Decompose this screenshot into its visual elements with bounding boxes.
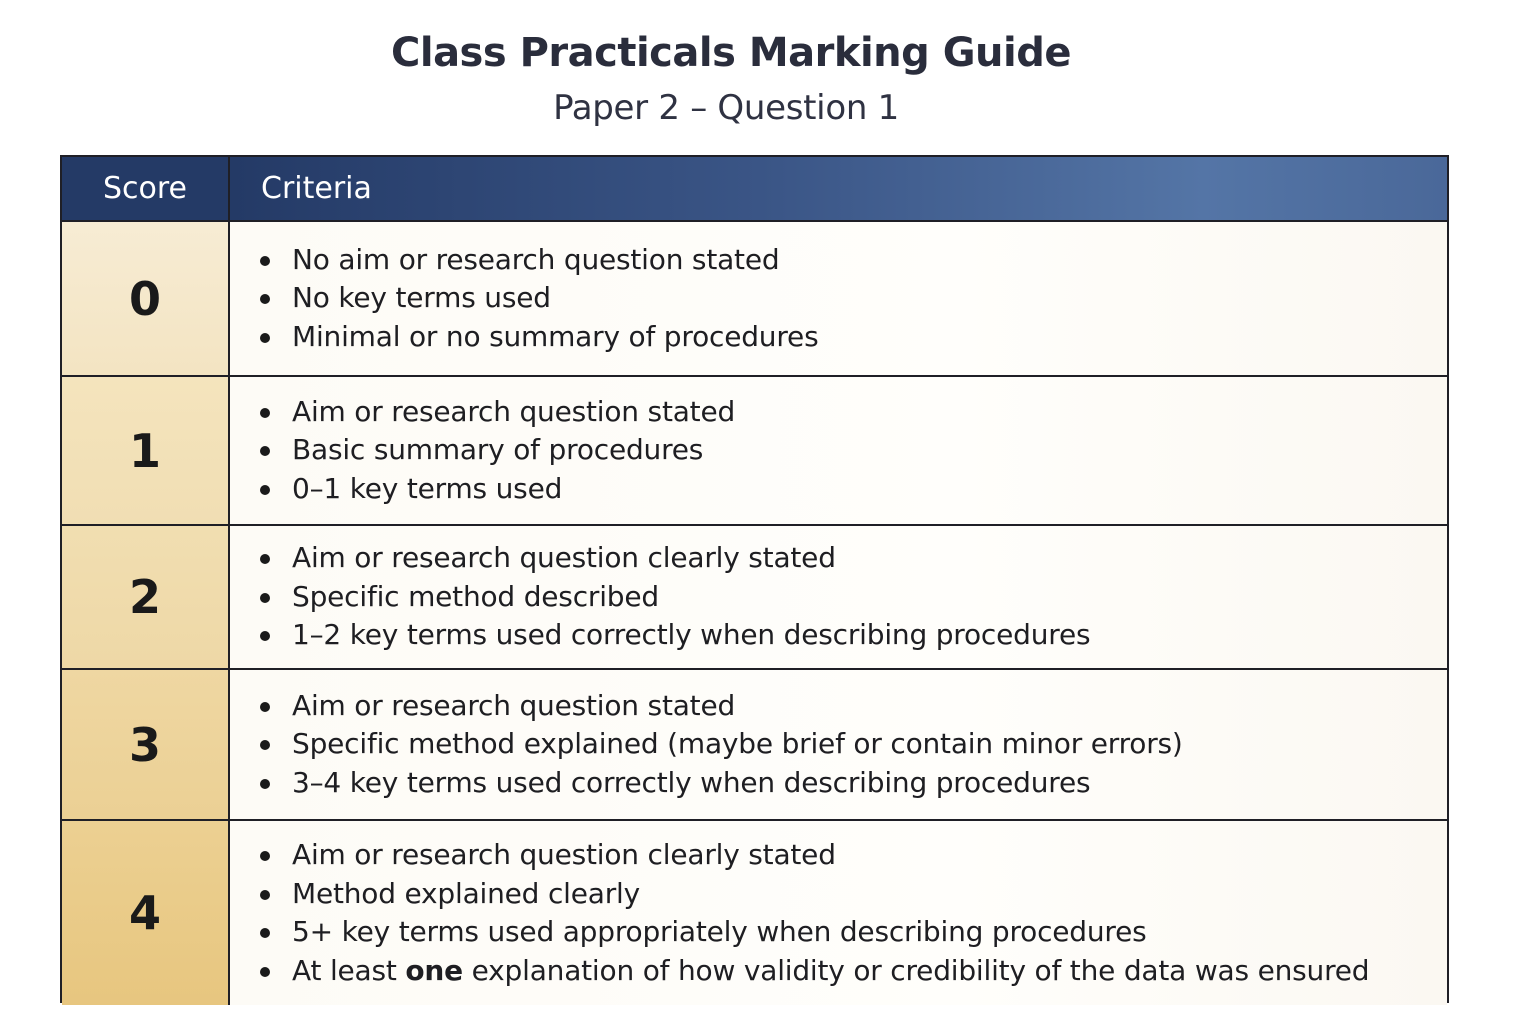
criteria-item: 5+ key terms used appropriately when describing procedures (258, 913, 1369, 952)
criteria-list (258, 687, 1183, 803)
criteria-3-cell (230, 670, 1447, 821)
criteria-4-cell (230, 821, 1447, 1005)
criteria-list (258, 241, 818, 357)
score-1-cell: 1 (62, 377, 230, 526)
criteria-item: 0–1 key terms used (258, 470, 735, 509)
criteria-item: Aim or research question stated (258, 687, 1183, 726)
criteria-item: 1–2 key terms used correctly when describing procedures (258, 616, 1090, 655)
criteria-item-validity (258, 952, 1369, 991)
score-0-cell: 0 (62, 222, 230, 377)
criteria-list (258, 836, 1369, 990)
criteria-item: 3–4 key terms used correctly when describing procedures (258, 764, 1183, 803)
criteria-0-cell (230, 222, 1447, 377)
criteria-1-cell (230, 377, 1447, 526)
criteria-item: Minimal or no summary of procedures (258, 318, 818, 357)
criteria-item-prefix: At least (292, 953, 406, 987)
criteria-item: Specific method described (258, 578, 1090, 617)
criteria-list (258, 539, 1090, 655)
page-subtitle: Paper 2 – Question 1 (553, 88, 899, 128)
score-4-cell: 4 (62, 821, 230, 1005)
criteria-list (258, 393, 735, 509)
criteria-item-suffix: explanation of how validity or credibility of the data was ensured (462, 953, 1370, 987)
criteria-item: Aim or research question stated (258, 393, 735, 432)
score-2-cell: 2 (62, 526, 230, 670)
criteria-item: No aim or research question stated (258, 241, 818, 280)
criteria-item: Method explained clearly (258, 875, 1369, 914)
criteria-column-header: Criteria (230, 157, 1447, 222)
criteria-item: Specific method explained (maybe brief or contain minor errors) (258, 725, 1183, 764)
marking-table (60, 155, 1449, 1003)
criteria-item: Basic summary of procedures (258, 431, 735, 470)
criteria-item: No key terms used (258, 279, 818, 318)
criteria-2-cell (230, 526, 1447, 670)
criteria-item-emphasis: one (405, 953, 463, 987)
score-column-header: Score (62, 157, 230, 222)
page-title: Class Practicals Marking Guide (391, 30, 1071, 76)
score-3-cell: 3 (62, 670, 230, 821)
criteria-item: Aim or research question clearly stated (258, 836, 1369, 875)
criteria-item: Aim or research question clearly stated (258, 539, 1090, 578)
